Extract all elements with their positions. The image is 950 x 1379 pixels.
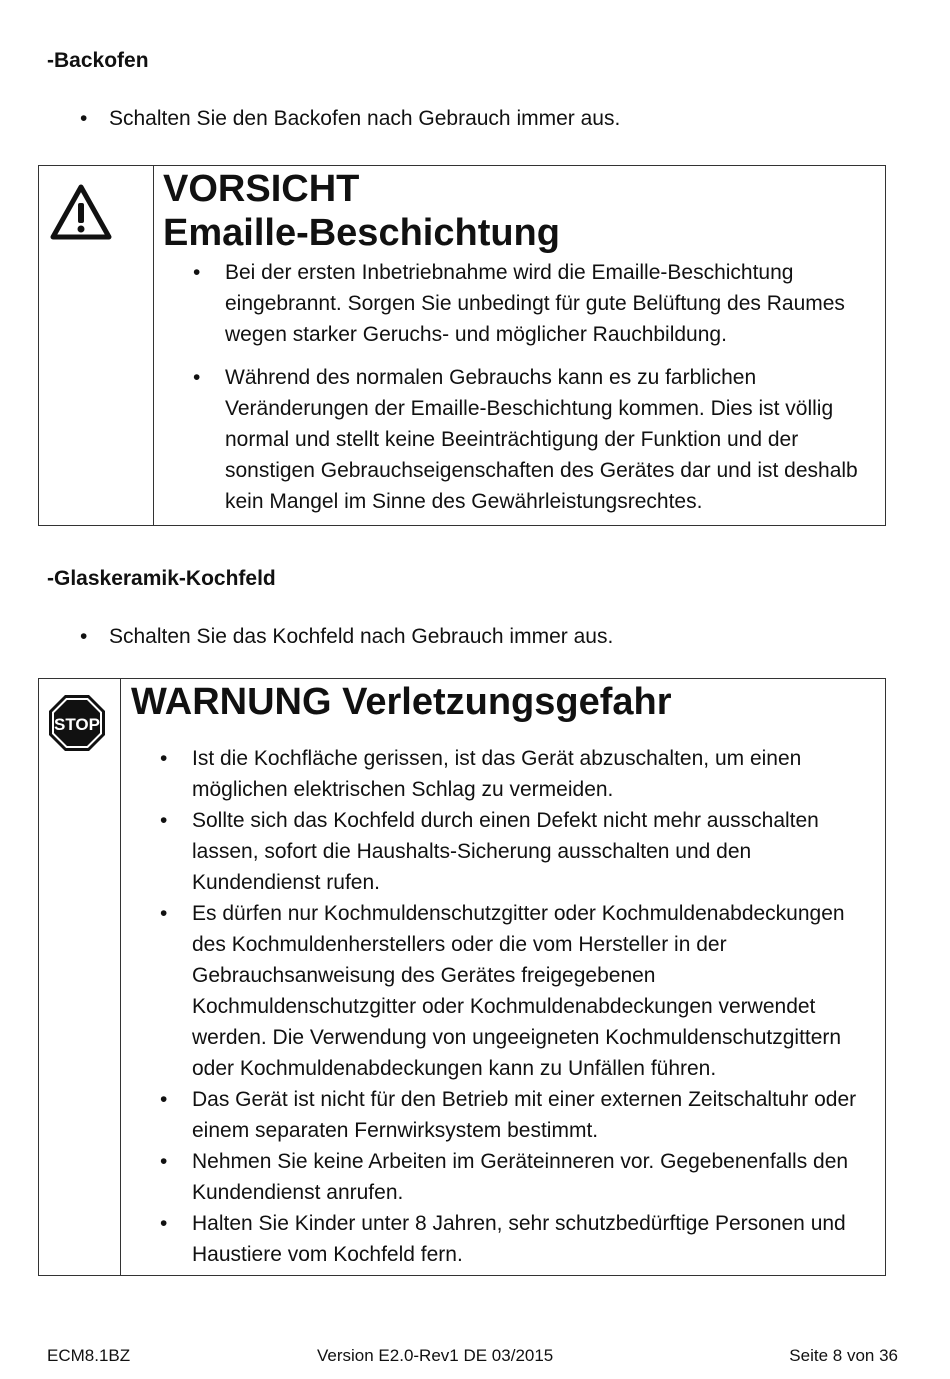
warning-triangle-icon (49, 183, 113, 241)
bullet-dot: • (80, 625, 88, 648)
warning-item (160, 1208, 876, 1270)
caution-list (193, 257, 873, 517)
caution-icon-cell (39, 166, 154, 525)
bullet-dot: • (160, 1212, 168, 1235)
warning-list (160, 743, 876, 1270)
bullet-text: Schalten Sie den Backofen nach Gebrauch immer aus. (109, 107, 621, 130)
caution-title (163, 168, 560, 255)
warning-item (160, 1146, 876, 1208)
footer-model: ECM8.1BZ (47, 1346, 131, 1365)
footer-page-number: Seite 8 von 36 (789, 1346, 898, 1365)
bullet-dot: • (160, 747, 168, 770)
warning-item (160, 805, 876, 898)
warning-item (160, 743, 876, 805)
bullet-dot: • (160, 809, 168, 832)
stop-sign-icon (47, 693, 107, 753)
bullet-dot: • (193, 261, 201, 284)
warning-item-text: Ist die Kochfläche gerissen, ist das Gerät abzuschalten, um einen möglichen elektrischen Schlag zu vermeiden. (192, 747, 802, 801)
caution-item (193, 257, 873, 350)
warning-item-text: Sollte sich das Kochfeld durch einen Defekt nicht mehr ausschalten lassen, sofort die Haushalts-Sicherung ausschalten und den Kundendienst rufen. (192, 809, 819, 894)
section-heading-glaskeramik: -Glaskeramik-Kochfeld (47, 567, 276, 590)
warning-item (160, 1084, 876, 1146)
stop-sign-label: STOP (54, 715, 100, 734)
warning-item (160, 898, 876, 1084)
warning-item-text: Das Gerät ist nicht für den Betrieb mit einer externen Zeitschaltuhr oder einem separaten Fernwirksystem bestimmt. (192, 1088, 857, 1142)
caution-item-text: Während des normalen Gebrauchs kann es zu farblichen Veränderungen der Emaille-Beschichtung kommen. Dies ist völlig normal und stellt keine Beeinträchtigung der Funktion und der sonstigen Gebrauchseigenschaften des Gerätes dar und ist deshalb kein Mangel im Sinne des Gewährleistungsrechtes. (225, 366, 858, 513)
caution-item-text: Bei der ersten Inbetriebnahme wird die Emaille-Beschichtung eingebrannt. Sorgen Sie unbedingt für gute Belüftung des Raumes wegen starker Geruchs- und möglicher Rauchbildung. (225, 261, 845, 346)
caution-title-line1: VORSICHT (163, 168, 360, 210)
bullet-dot: • (193, 366, 201, 389)
bullet-dot: • (160, 1150, 168, 1173)
caution-item (193, 362, 873, 517)
warning-box (38, 678, 886, 1276)
caution-title-line2: Emaille-Beschichtung (163, 211, 560, 254)
warning-icon-cell (39, 679, 121, 1275)
warning-item-text: Halten Sie Kinder unter 8 Jahren, sehr schutzbedürftige Personen und Haustiere vom Kochfeld fern. (192, 1212, 846, 1266)
bullet-dot: • (160, 1088, 168, 1111)
caution-box (38, 165, 886, 526)
footer-version: Version E2.0-Rev1 DE 03/2015 (317, 1346, 554, 1365)
bullet-dot: • (80, 107, 88, 130)
section-heading-backofen: -Backofen (47, 49, 149, 72)
bullet-text: Schalten Sie das Kochfeld nach Gebrauch immer aus. (109, 625, 614, 648)
warning-item-text: Nehmen Sie keine Arbeiten im Geräteinneren vor. Gegebenenfalls den Kundendienst anrufen. (192, 1150, 849, 1204)
bullet-dot: • (160, 902, 168, 925)
warning-title: WARNUNG Verletzungsgefahr (131, 681, 672, 723)
warning-item-text: Es dürfen nur Kochmuldenschutzgitter oder Kochmuldenabdeckungen des Kochmuldenherstellers oder die vom Hersteller in der Gebrauchsanweisung des Gerätes freigegebenen Kochmuldenschutzgitter oder Kochmuldenabdeckungen verwendet werden. Die Verwendung von ungeeigneten Kochmuldenschutzgittern oder Kochmuldenabdeckungen kann zu Unfällen führen. (192, 902, 845, 1080)
